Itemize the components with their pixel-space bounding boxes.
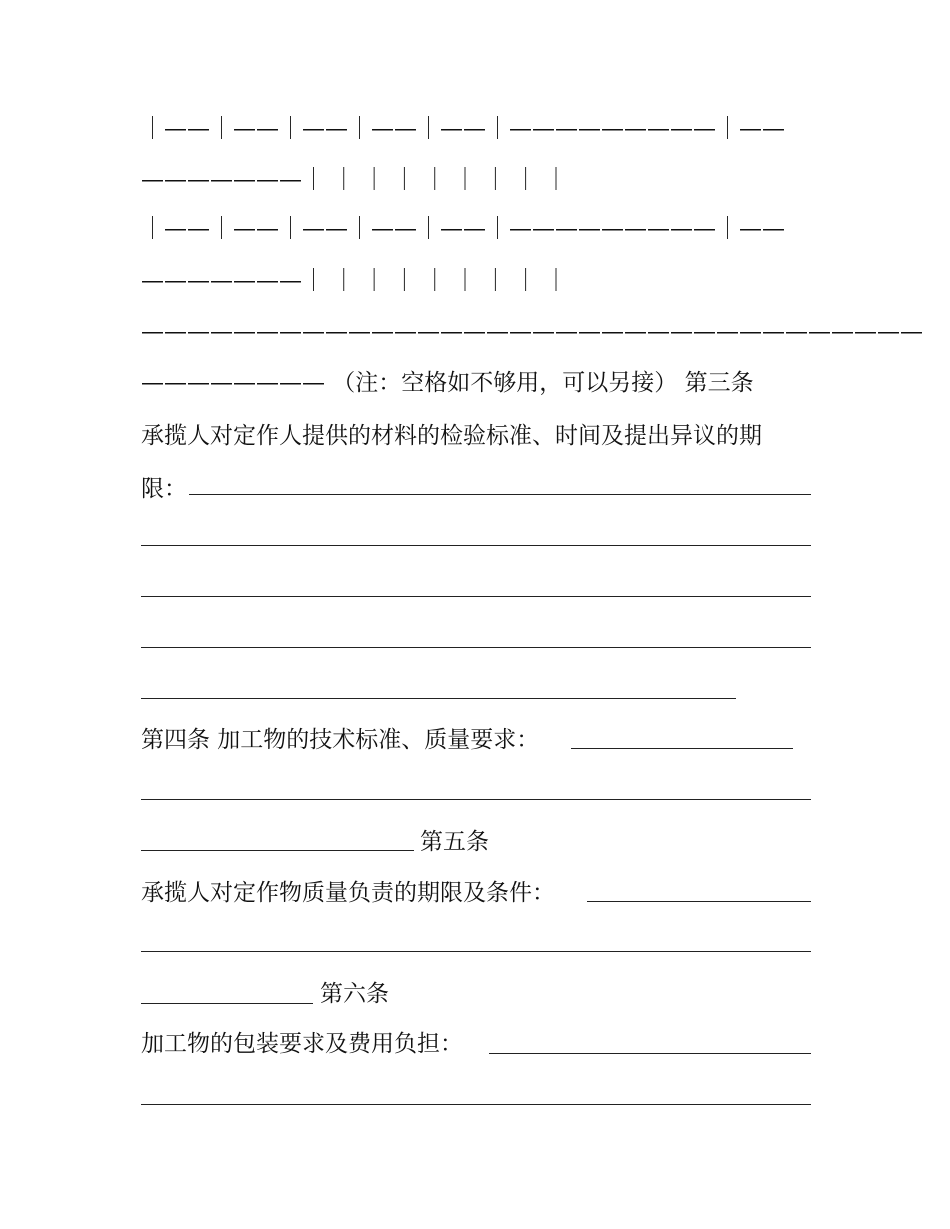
article-3-label: 限： (141, 476, 187, 502)
fill-in-blank (571, 748, 793, 749)
fill-in-blank (141, 596, 811, 597)
fill-in-blank (141, 951, 811, 952)
article-5-heading: 第五条 (420, 829, 489, 855)
table-bottom-border: —————————————————————————————————— (141, 319, 923, 345)
fill-in-blank (141, 850, 414, 851)
fill-in-blank (141, 1104, 811, 1105)
article-6-text: 加工物的包装要求及费用负担： (141, 1031, 463, 1057)
fill-in-blank (587, 901, 811, 902)
table-row-line: ｜——｜——｜——｜——｜——｜—————————｜—— (141, 216, 785, 242)
article-6-heading: 第六条 (320, 981, 389, 1007)
fill-in-blank (489, 1053, 811, 1054)
table-note-line: ———————— （注：空格如不够用，可以另接） 第三条 (141, 370, 754, 396)
fill-in-blank (141, 1003, 313, 1004)
fill-in-blank (141, 698, 736, 699)
table-row-line: ———————｜ ｜ ｜ ｜ ｜ ｜ ｜ ｜ ｜ (141, 167, 568, 193)
fill-in-blank (141, 799, 811, 800)
fill-in-blank (141, 545, 811, 546)
table-row-line: ———————｜ ｜ ｜ ｜ ｜ ｜ ｜ ｜ ｜ (141, 268, 568, 294)
article-4-heading: 第四条 加工物的技术标准、质量要求： (141, 727, 540, 753)
fill-in-blank (141, 647, 811, 648)
fill-in-blank (189, 494, 811, 495)
article-5-text: 承揽人对定作物质量负责的期限及条件： (141, 880, 555, 906)
article-3-text: 承揽人对定作人提供的材料的检验标准、时间及提出异议的期 (141, 423, 762, 449)
table-row-line: ｜——｜——｜——｜——｜——｜—————————｜—— (141, 116, 785, 142)
